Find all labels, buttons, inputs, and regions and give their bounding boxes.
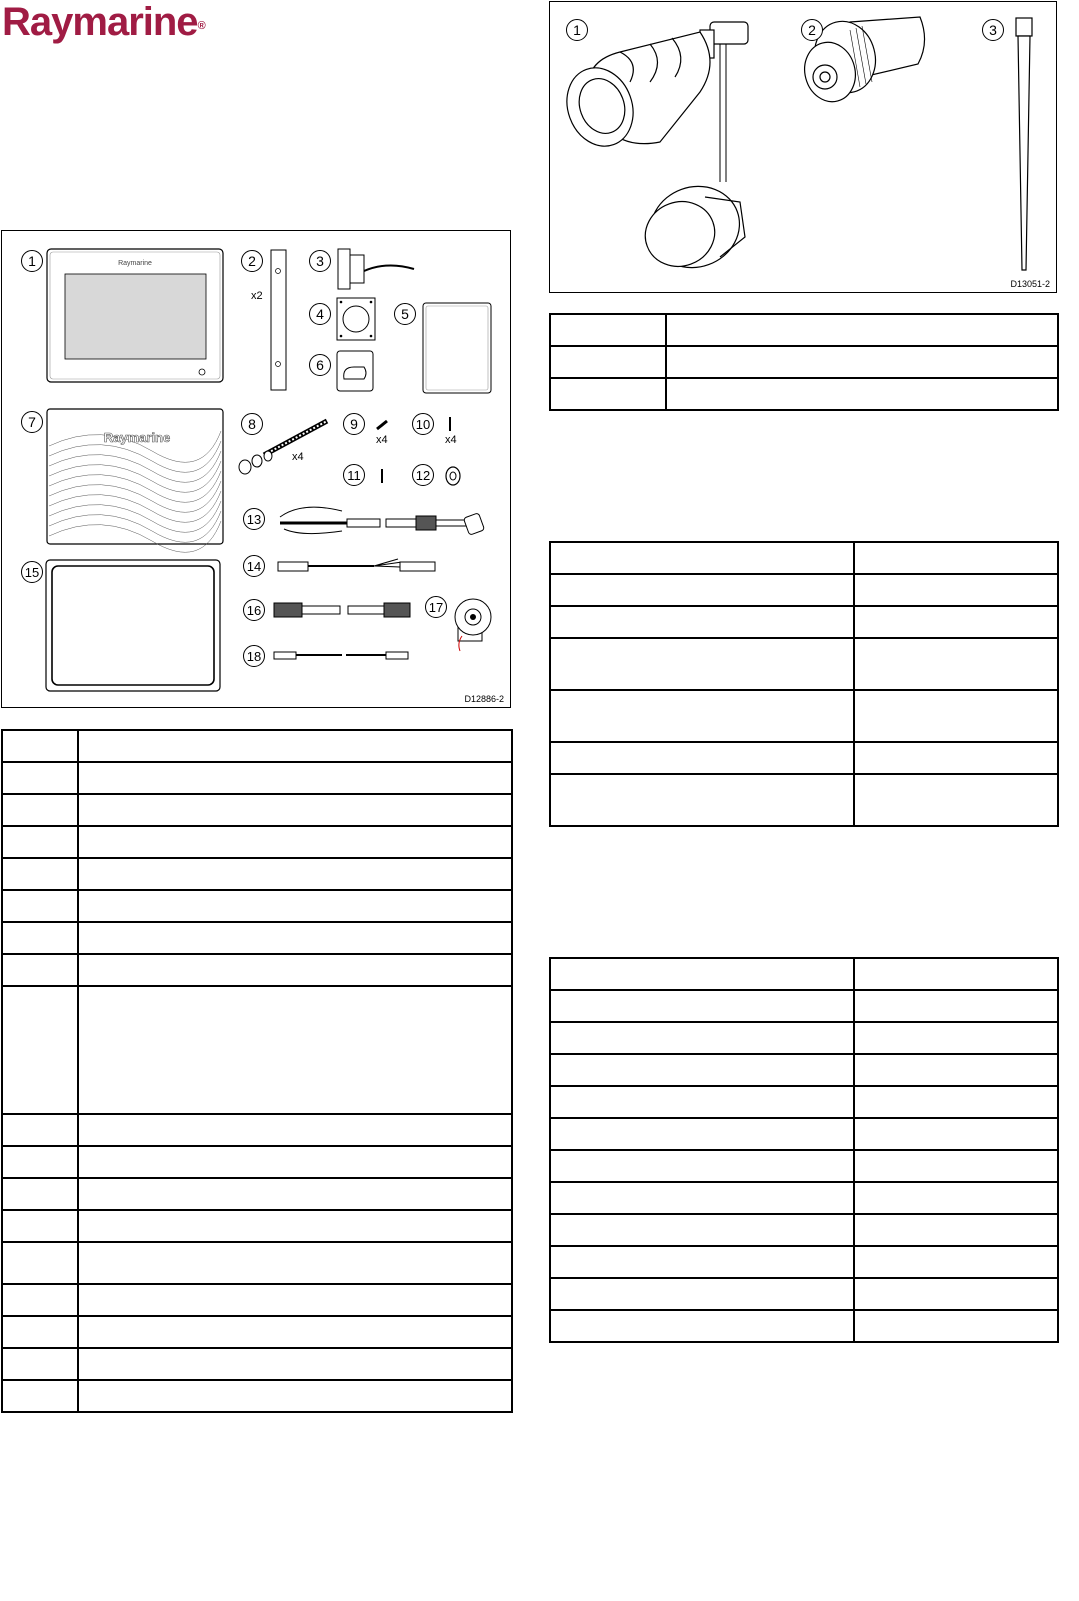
table-cell <box>2 890 78 922</box>
table-cell <box>854 1246 1058 1278</box>
table-cell <box>550 1150 854 1182</box>
table-cell <box>78 1284 512 1316</box>
table-cell <box>854 1182 1058 1214</box>
table-row <box>2 1242 512 1284</box>
table-cell <box>550 990 854 1022</box>
table-cell <box>550 574 854 606</box>
screen-protector-illustration <box>46 560 220 691</box>
cable-tie-illustration <box>1016 18 1032 270</box>
table-cell <box>666 346 1058 378</box>
table-row <box>2 890 512 922</box>
table-row <box>550 774 1058 826</box>
cable-18-illustration <box>274 652 408 659</box>
table-cell <box>854 774 1058 826</box>
table-cell <box>550 958 854 990</box>
washer-illustration <box>446 467 460 485</box>
table-row <box>2 922 512 954</box>
table-cell <box>78 986 512 1114</box>
cable-14-illustration <box>278 559 435 571</box>
table-cell <box>854 1022 1058 1054</box>
table-cell <box>2 858 78 890</box>
figure-code: D13051-2 <box>1010 279 1050 289</box>
table-cell <box>550 638 854 690</box>
callout-number: 7 <box>28 414 36 430</box>
connectors-illustration <box>550 2 1056 292</box>
table-cell <box>854 1150 1058 1182</box>
callout-number: 1 <box>28 253 36 269</box>
table-row <box>550 1278 1058 1310</box>
table-cell <box>78 1380 512 1412</box>
table-row <box>2 1210 512 1242</box>
table-cell <box>854 990 1058 1022</box>
callout-number: 3 <box>989 22 997 38</box>
table-row <box>550 742 1058 774</box>
adaptor-illustration <box>455 599 491 651</box>
table-cell <box>550 542 854 574</box>
cable-connector-illustration <box>338 249 414 289</box>
table-cell <box>2 954 78 986</box>
dust-cap-illustration <box>337 351 373 391</box>
table-cell <box>550 1278 854 1310</box>
table-cell <box>854 1278 1058 1310</box>
table-cell <box>78 1316 512 1348</box>
table-row <box>550 1150 1058 1182</box>
small-screws-illustration <box>445 417 457 446</box>
table-cell <box>854 1086 1058 1118</box>
parts-figure <box>1 230 511 708</box>
callout-number: 2 <box>248 253 256 269</box>
table-cell <box>2 794 78 826</box>
table-cell <box>550 1054 854 1086</box>
connectors-figure <box>549 1 1057 293</box>
table-row <box>2 1316 512 1348</box>
table-row <box>550 346 1058 378</box>
table-row <box>2 826 512 858</box>
table-cell <box>78 730 512 762</box>
table-cell <box>78 1348 512 1380</box>
callout-number: 15 <box>24 565 40 580</box>
table-cell <box>2 1316 78 1348</box>
table-row <box>2 762 512 794</box>
table-cell <box>2 1380 78 1412</box>
table-cell <box>854 1118 1058 1150</box>
table-cell <box>78 890 512 922</box>
callout-number: 3 <box>316 253 324 269</box>
table-cell <box>78 1178 512 1210</box>
callout-number: 9 <box>350 416 358 432</box>
table-cell <box>78 794 512 826</box>
table-cell <box>2 1114 78 1146</box>
table-row <box>550 690 1058 742</box>
table-row <box>550 990 1058 1022</box>
table-cell <box>854 742 1058 774</box>
callout-number: 8 <box>248 416 256 432</box>
table-cell <box>78 762 512 794</box>
table-cell <box>78 1146 512 1178</box>
table-row <box>2 1284 512 1316</box>
table-row <box>2 954 512 986</box>
qty-item9: x4 <box>376 434 388 446</box>
table-row <box>550 958 1058 990</box>
qty-item10: x4 <box>445 434 457 446</box>
sun-cover-illustration <box>47 409 223 552</box>
table-cell <box>550 346 666 378</box>
table-row <box>550 1022 1058 1054</box>
table-row <box>550 1182 1058 1214</box>
callout-number: 18 <box>246 649 262 664</box>
callout-number: 6 <box>316 357 324 373</box>
table-cell <box>2 1284 78 1316</box>
connector-with-cap-illustration <box>556 22 751 280</box>
table-row <box>2 1178 512 1210</box>
table-row <box>2 986 512 1114</box>
table-row <box>550 1214 1058 1246</box>
table-cell <box>2 762 78 794</box>
table-cell <box>2 826 78 858</box>
table-row <box>550 606 1058 638</box>
table-cell <box>550 1182 854 1214</box>
callout-number: 13 <box>246 512 262 527</box>
table-cell <box>2 1242 78 1284</box>
registered-mark: ® <box>197 20 206 32</box>
table-cell <box>854 690 1058 742</box>
table-cell <box>854 1214 1058 1246</box>
parts-illustration <box>2 231 510 707</box>
table-row <box>2 1146 512 1178</box>
callout-number: 16 <box>246 603 262 618</box>
table-row <box>550 574 1058 606</box>
table-row <box>550 378 1058 410</box>
table-cell <box>854 1310 1058 1342</box>
gasket-plate-illustration <box>337 298 375 340</box>
table-cell <box>550 378 666 410</box>
callout-number: 17 <box>428 600 444 615</box>
table-cell <box>550 1022 854 1054</box>
table-cell <box>78 1114 512 1146</box>
network-cable-illustration <box>274 603 410 617</box>
display-brand-label: Raymarine <box>118 260 152 267</box>
table-cell <box>854 574 1058 606</box>
table-row <box>2 730 512 762</box>
table-row <box>550 1246 1058 1278</box>
qty-item8: x4 <box>292 451 304 463</box>
brand-logo <box>2 0 206 44</box>
table-row <box>2 1348 512 1380</box>
table-cell <box>78 922 512 954</box>
table-cell <box>78 954 512 986</box>
table-cell <box>78 858 512 890</box>
figure-code: D12886-2 <box>464 694 504 704</box>
callout-number: 10 <box>415 417 431 432</box>
callout-number: 2 <box>808 22 816 38</box>
screws-illustration <box>376 421 388 446</box>
table-cell <box>550 1118 854 1150</box>
table-row <box>2 794 512 826</box>
table-row <box>2 1114 512 1146</box>
table-cell <box>550 1246 854 1278</box>
table-cell <box>2 922 78 954</box>
table-cell <box>854 606 1058 638</box>
parts-table <box>1 729 513 1413</box>
table-row <box>550 1118 1058 1150</box>
callout-number: 12 <box>415 468 431 483</box>
table-cell <box>550 606 854 638</box>
table-row <box>550 638 1058 690</box>
table-row <box>550 542 1058 574</box>
table-row <box>2 1380 512 1412</box>
power-data-cable-illustration <box>280 507 485 535</box>
callout-number: 5 <box>401 306 409 322</box>
compatibility-table <box>549 957 1059 1343</box>
table-cell <box>78 826 512 858</box>
table-row <box>550 314 1058 346</box>
specification-table <box>549 541 1059 827</box>
table-row <box>550 1086 1058 1118</box>
table-cell <box>550 1086 854 1118</box>
table-cell <box>854 542 1058 574</box>
table-cell <box>78 1242 512 1284</box>
callout-number: 1 <box>573 22 581 38</box>
table-cell <box>854 638 1058 690</box>
table-cell <box>854 1054 1058 1086</box>
table-cell <box>2 1178 78 1210</box>
table-cell <box>550 774 854 826</box>
table-cell <box>550 1214 854 1246</box>
table-cell <box>2 986 78 1114</box>
brand-name: Raymarine <box>2 0 198 44</box>
table-row <box>550 1310 1058 1342</box>
callout-group <box>567 20 1004 41</box>
callout-number: 4 <box>316 306 324 322</box>
table-row <box>2 858 512 890</box>
qty-item2: x2 <box>251 290 263 302</box>
table-row <box>550 1054 1058 1086</box>
document-illustration <box>423 303 491 393</box>
table-cell <box>550 742 854 774</box>
table-cell <box>550 690 854 742</box>
display-unit-illustration <box>47 249 223 382</box>
table-cell <box>78 1210 512 1242</box>
table-cell <box>666 378 1058 410</box>
callout-number: 14 <box>246 559 262 574</box>
table-cell <box>550 1310 854 1342</box>
table-cell <box>2 1146 78 1178</box>
table-cell <box>2 1210 78 1242</box>
table-cell <box>854 958 1058 990</box>
callout-number: 11 <box>347 468 361 483</box>
cover-brand-label: Raymarine <box>103 430 171 445</box>
connectors-table <box>549 313 1059 411</box>
table-cell <box>2 730 78 762</box>
table-cell <box>666 314 1058 346</box>
table-cell <box>2 1348 78 1380</box>
table-cell <box>550 314 666 346</box>
